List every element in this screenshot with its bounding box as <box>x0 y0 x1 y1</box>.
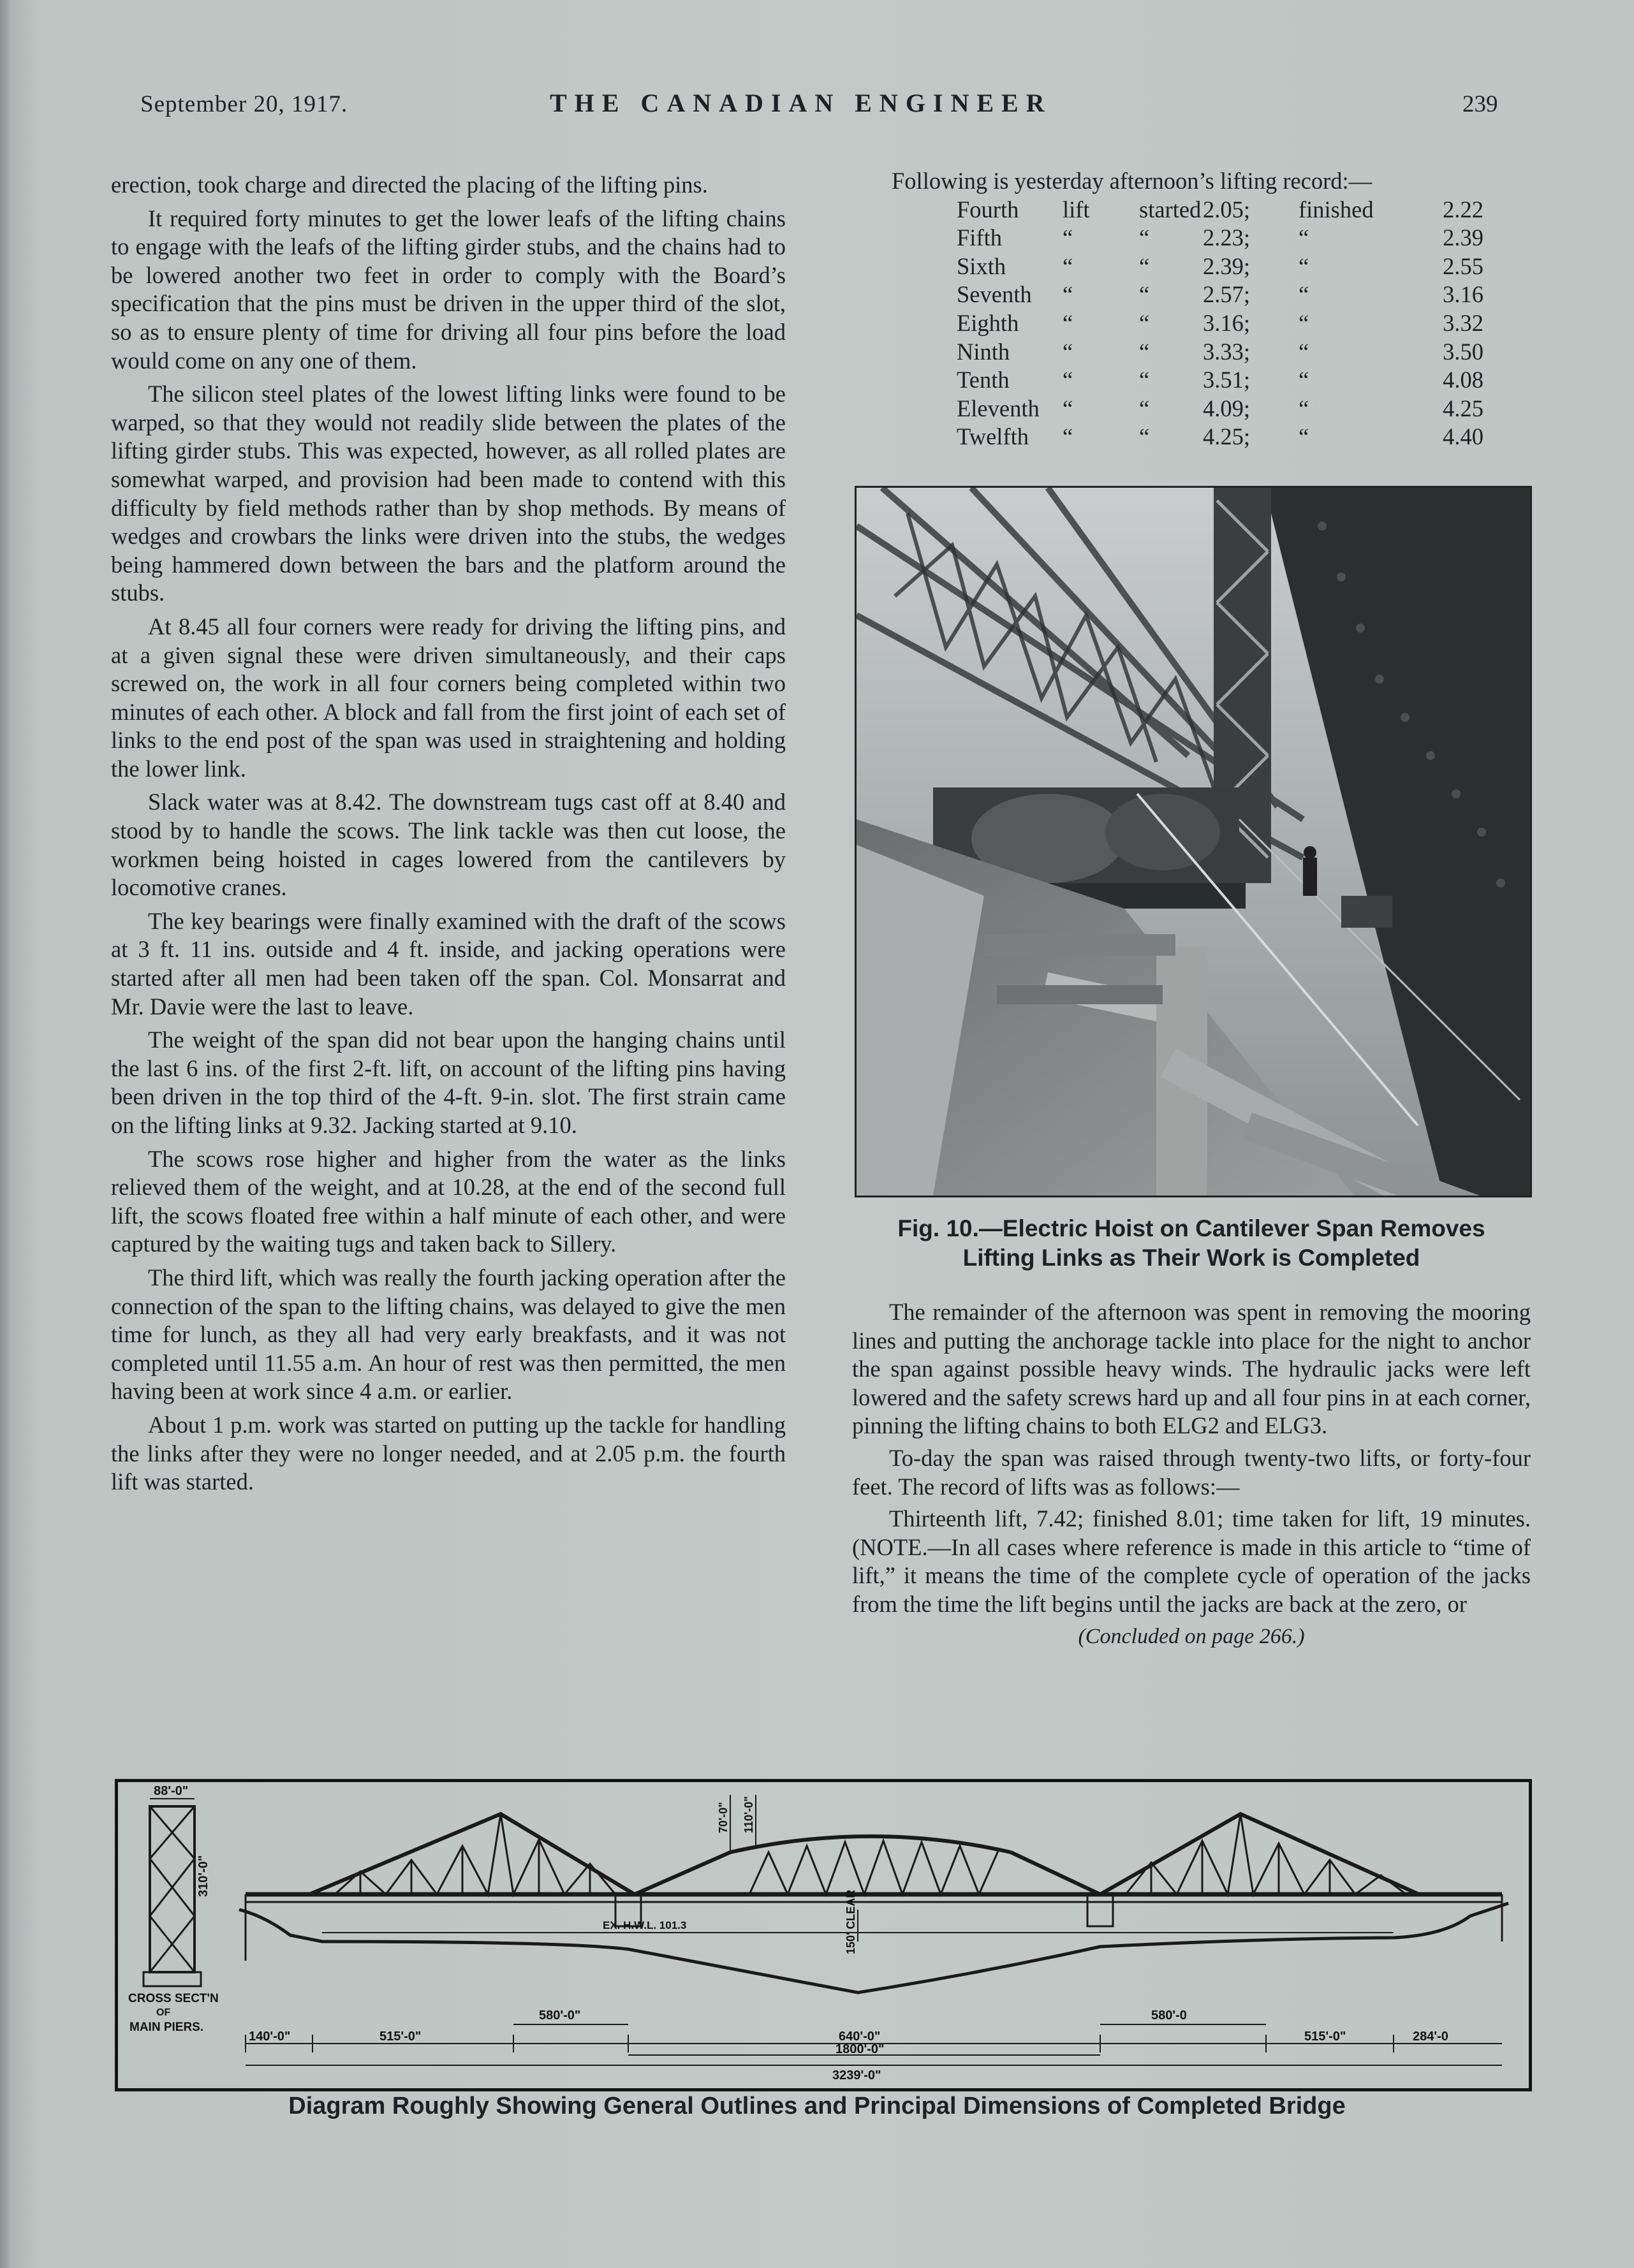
started-word: “ <box>1139 395 1150 421</box>
bridge-diagram <box>115 1779 1532 2091</box>
finish-time: 3.16 <box>1443 281 1483 308</box>
lifting-record-intro: Following is yesterday afternoon’s lifting record:— <box>892 168 1373 194</box>
table-row <box>957 281 1483 309</box>
left-column-text <box>111 171 786 1502</box>
hoist-photo-illustration <box>857 488 1530 1196</box>
paragraph: erection, took charge and directed the placing of the lifting pins. <box>111 172 708 198</box>
table-row <box>957 309 1483 338</box>
paragraph: Thirteenth lift, 7.42; finished 8.01; time taken for lift, 19 minutes. (NOTE.—In all cases where reference is made in this article to “time of lift,” it means the time of the complete cycle of operation of the jacks from the time the lift begins until the jacks are back at the zero, or <box>852 1505 1531 1617</box>
cross-section-label-1: CROSS SECT'N <box>128 1992 219 2005</box>
fig10-caption <box>852 1214 1531 1273</box>
issue-date: September 20, 1917. <box>140 91 348 117</box>
paragraph: The remainder of the afternoon was spent in removing the mooring lines and putting the anchorage tackle into place for the night to anchor the span against possible heavy winds. The hydraulic jacks were left lowered and the safety screws hard up and all four pins in at each corner, pinning the lifting chains to both ELG2 and ELG3. <box>852 1299 1531 1439</box>
table-row <box>957 338 1483 367</box>
start-time: 2.23; <box>1203 224 1251 251</box>
finished-word: “ <box>1299 395 1309 421</box>
start-time: 2.05; <box>1203 196 1251 223</box>
lifting-record <box>892 167 1531 451</box>
paragraph: It required forty minutes to get the lower leafs of the lifting chains to engage with the leafs of the lifting girder stubs, and the chains had to be lowered another two feet in order to comply with the Board’s specification that the pins must be driven in the upper third of the slot, so as to ensure plenty of time for driving all four pins before the load would come on any one of them. <box>111 205 786 374</box>
dim-label: 515'-0" <box>1304 2030 1346 2044</box>
fig10-caption-line-2: Lifting Links as Their Work is Completed <box>962 1245 1420 1271</box>
lift-name: Eleventh <box>957 395 1040 421</box>
page-number: 239 <box>1462 91 1498 117</box>
finished-word: “ <box>1299 252 1309 279</box>
dim-label: 140'-0" <box>249 2030 291 2044</box>
dim-label: 640'-0" <box>839 2030 881 2044</box>
start-time: 2.39; <box>1203 252 1251 279</box>
bridge-elevation-drawing <box>118 1782 1529 2088</box>
paragraph: The silicon steel plates of the lowest lifting links were found to be warped, so that they would not readily slide between the plates of the lifting girder stubs. This was expected, however, as all rolled plates are somewhat warped, and provision had been made to contend with this difficulty by field methods rather than by shop methods. By means of wedges and crowbars the links were driven into the stubs, the wedges being hammered down between the bars and the platform around the stubs. <box>111 381 786 606</box>
finished-word: “ <box>1299 281 1309 308</box>
paragraph: The third lift, which was really the fourth jacking operation after the connection of the span to the lifting chains, was delayed to give the men time for lunch, as they all had very early breakfasts, and it was not completed until 11.55 a.m. An hour of rest was then permitted, the men having been at work since 4 a.m. or earlier. <box>111 1264 786 1405</box>
paragraph: Slack water was at 8.42. The downstream tugs cast off at 8.40 and stood by to handle the scows. The link tackle was then cut loose, the workmen being hoisted in cages lowered from the cantilevers by locomotive cranes. <box>111 789 786 901</box>
dim-label: 515'-0" <box>379 2030 422 2044</box>
finish-time: 2.39 <box>1443 224 1483 251</box>
paragraph: The key bearings were finally examined with the draft of the scows at 3 ft. 11 ins. outside and 4 ft. inside, and jacking operations were started after all men had been taken off the span. Col. Monsarrat and Mr. Davie were the last to leave. <box>111 907 786 1020</box>
finished-word: finished <box>1299 196 1374 223</box>
table-row <box>957 196 1483 224</box>
paragraph: To-day the span was raised through twenty-two lifts, or forty-four feet. The record of lifts was as follows:— <box>852 1444 1531 1500</box>
dim-label: 580'-0 <box>1151 2008 1187 2023</box>
paragraph: The scows rose higher and higher from the water as the links relieved them of the weight, and at 10.28, at the end of the second full lift, the scows floated free within a half minute of each other, and were captured by the waiting tugs and taken back to Sillery. <box>111 1145 786 1257</box>
lift-name: Tenth <box>957 367 1010 393</box>
fig10-photograph <box>855 486 1532 1197</box>
lift-word: “ <box>1063 224 1073 251</box>
finish-time: 3.50 <box>1443 338 1483 365</box>
lift-name: Fourth <box>957 196 1019 223</box>
start-time: 2.57; <box>1203 281 1251 308</box>
finish-time: 2.22 <box>1443 196 1483 223</box>
finished-word: “ <box>1299 224 1309 251</box>
water-level-label: EX. H.W.L. 101.3 <box>603 1919 687 1931</box>
continued-note: (Concluded on page 266.) <box>1078 1624 1305 1648</box>
finish-time: 4.40 <box>1443 423 1483 450</box>
finish-time: 4.08 <box>1443 367 1483 393</box>
finished-word: “ <box>1299 309 1309 336</box>
start-time: 3.16; <box>1203 309 1251 336</box>
dim-pier-top-width: 88'-0" <box>154 1784 189 1798</box>
start-time: 3.33; <box>1203 338 1251 365</box>
dim-total-length: 3239'-0" <box>832 2068 881 2082</box>
lift-name: Fifth <box>957 224 1002 251</box>
paragraph: The weight of the span did not bear upon the hanging chains until the last 6 ins. of the first 2-ft. lift, on account of the lifting pins having been driven in the top third of the 4-ft. 9-in. slot. The first strain came on the lifting links at 9.32. Jacking started at 9.10. <box>111 1027 786 1138</box>
started-word: “ <box>1139 309 1150 336</box>
paragraph: At 8.45 all four corners were ready for driving the lifting pins, and at a given signal these were driven simultaneously, and their caps screwed on, the work in all four corners being completed within two minutes of each other. A block and fall from the first joint of each set of links to the end post of the span was used in straightening and holding the lower link. <box>111 613 786 782</box>
lift-word: “ <box>1063 367 1073 393</box>
lift-word: “ <box>1063 252 1073 279</box>
table-row <box>957 252 1483 281</box>
finished-word: “ <box>1299 423 1309 450</box>
dim-label: 284'-0 <box>1413 2030 1448 2044</box>
dim-tower-2: 110'-0" <box>742 1796 755 1833</box>
table-row <box>957 366 1483 395</box>
dim-pier-height: 310'-0" <box>196 1855 210 1897</box>
lifting-record-table <box>957 196 1483 451</box>
dim-label: 580'-0" <box>539 2008 581 2023</box>
dim-clearance: 150' CLEAR <box>844 1889 857 1954</box>
finish-time: 4.25 <box>1443 395 1483 421</box>
finished-word: “ <box>1299 367 1309 393</box>
lift-word: lift <box>1063 196 1090 223</box>
table-row <box>957 423 1483 451</box>
diagram-caption: Diagram Roughly Showing General Outlines and Principal Dimensions of Completed Bridge <box>288 2093 1346 2119</box>
start-time: 4.25; <box>1203 423 1251 450</box>
lift-name: Ninth <box>957 338 1010 365</box>
started-word: “ <box>1139 367 1150 393</box>
start-time: 4.09; <box>1203 395 1251 421</box>
lift-name: Twelfth <box>957 423 1029 450</box>
started-word: “ <box>1139 252 1150 279</box>
lift-name: Seventh <box>957 281 1032 308</box>
lift-word: “ <box>1063 395 1073 421</box>
started-word: “ <box>1139 423 1150 450</box>
right-column-text <box>852 1298 1531 1651</box>
cross-section-label-2: OF <box>156 2007 171 2018</box>
dim-1800: 1800'-0" <box>835 2042 885 2056</box>
table-row <box>957 395 1483 423</box>
started-word: “ <box>1139 281 1150 308</box>
running-header <box>0 91 1634 129</box>
fig10-caption-line-1: Fig. 10.—Electric Hoist on Cantilever Span Removes <box>897 1215 1485 1241</box>
finish-time: 3.32 <box>1443 309 1483 336</box>
started-word: “ <box>1139 338 1150 365</box>
table-row <box>957 224 1483 252</box>
cross-section-label-3: MAIN PIERS. <box>129 2021 204 2034</box>
lift-name: Eighth <box>957 309 1019 336</box>
started-word: started <box>1139 196 1202 223</box>
lift-word: “ <box>1063 423 1073 450</box>
lift-word: “ <box>1063 338 1073 365</box>
dim-tower-1: 70'-0" <box>717 1802 730 1833</box>
finished-word: “ <box>1299 338 1309 365</box>
paragraph: About 1 p.m. work was started on putting up the tackle for handling the links after they were no longer needed, and at 2.05 p.m. the fourth lift was started. <box>111 1411 786 1495</box>
lift-word: “ <box>1063 281 1073 308</box>
lift-word: “ <box>1063 309 1073 336</box>
finish-time: 2.55 <box>1443 252 1483 279</box>
started-word: “ <box>1139 224 1150 251</box>
start-time: 3.51; <box>1203 367 1251 393</box>
journal-title: THE CANADIAN ENGINEER <box>550 89 1052 117</box>
lift-name: Sixth <box>957 252 1006 279</box>
